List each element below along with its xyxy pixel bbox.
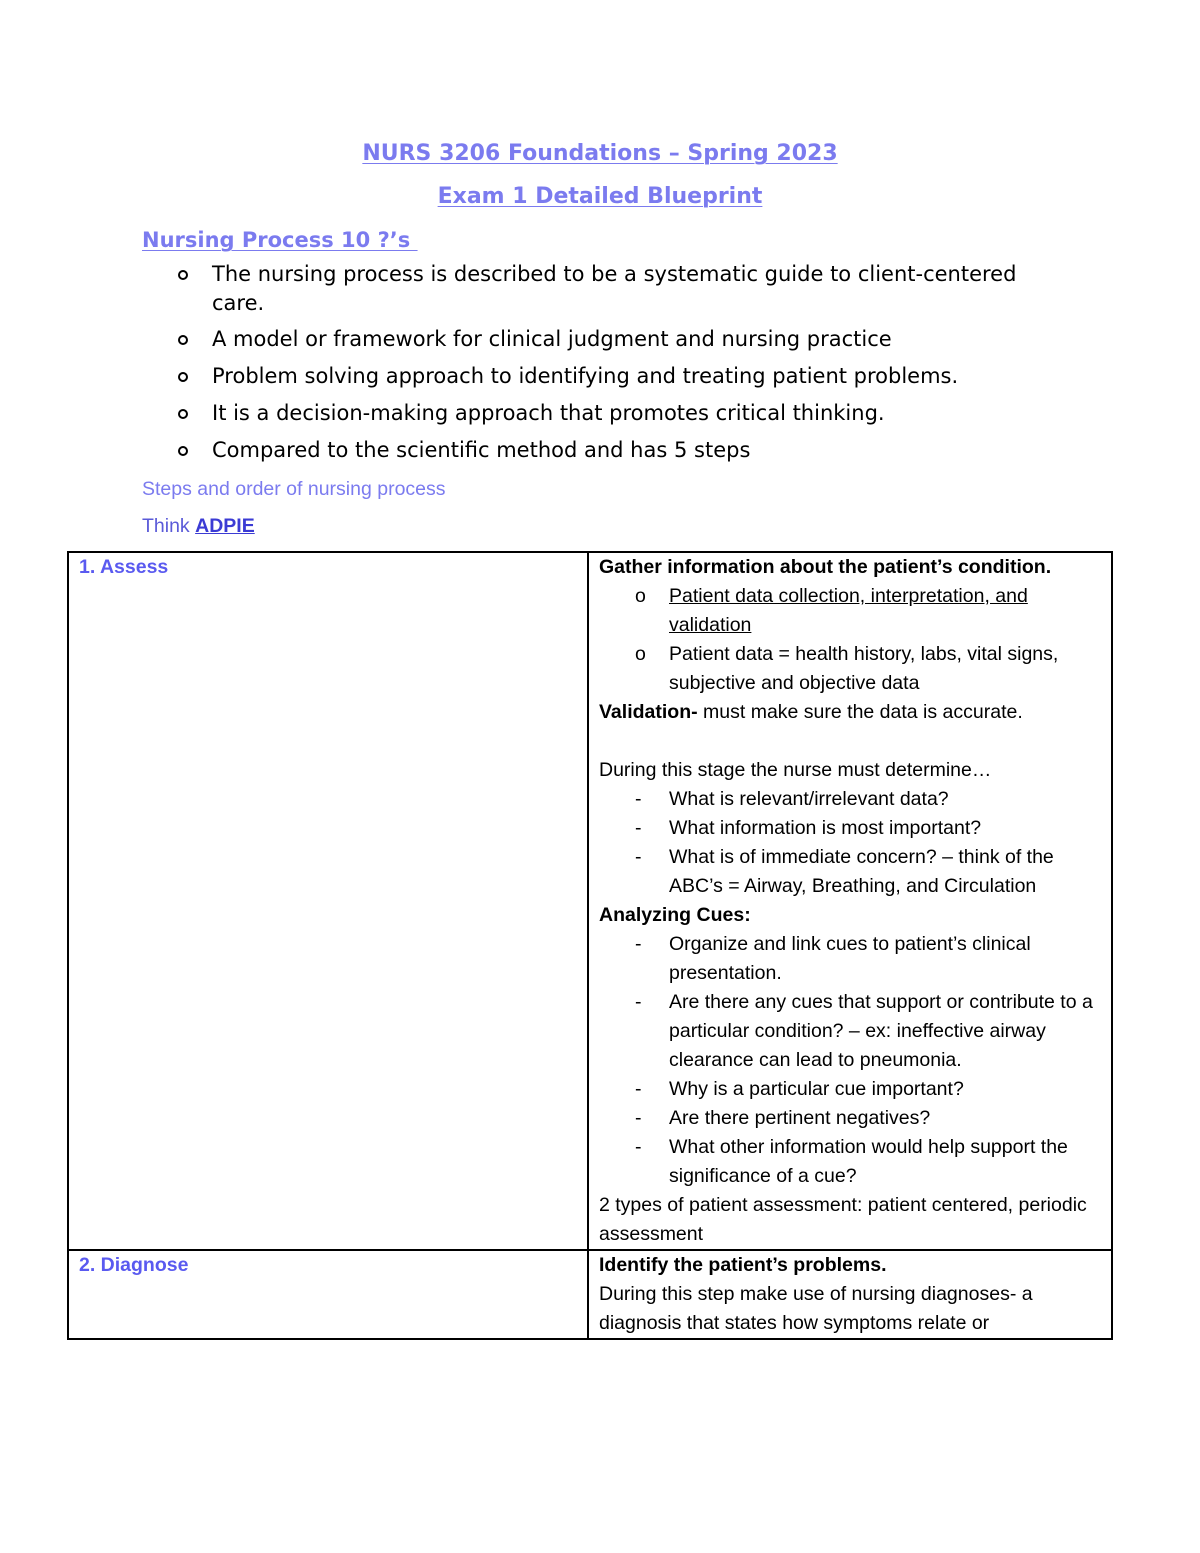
list-item: [176, 362, 1056, 391]
circle-bullet-icon: [178, 372, 188, 382]
nursing-process-bullets: [176, 260, 1056, 473]
blueprint-table: [67, 551, 1113, 1340]
dash-bullet-icon: -: [635, 1107, 642, 1129]
o-list: [599, 582, 1101, 698]
list-item-text: What is relevant/irrelevant data?: [669, 788, 949, 810]
step-intro: Gather information about the patient’s condition.: [599, 556, 1052, 578]
step-cell: [68, 1250, 588, 1339]
dash-bullet-icon: -: [635, 1136, 642, 1158]
table-row: [68, 552, 1112, 1250]
dash-bullet-icon: -: [635, 846, 642, 868]
circle-bullet-icon: [178, 270, 188, 280]
list-item: [635, 1133, 1101, 1191]
dash-bullet-icon: -: [635, 1078, 642, 1100]
step-intro: Identify the patient’s problems.: [599, 1254, 887, 1276]
validation-text: must make sure the data is accurate.: [697, 701, 1023, 723]
dash-bullet-icon: -: [635, 933, 642, 955]
dash-bullet-icon: -: [635, 817, 642, 839]
think-line: [142, 515, 255, 538]
dash-bullet-icon: -: [635, 788, 642, 810]
description-cell: [588, 1250, 1112, 1339]
list-item: [635, 930, 1101, 988]
list-item: [176, 260, 1056, 318]
list-item-text: What is of immediate concern? – think of the ABC’s = Airway, Breathing, and Circulation: [669, 846, 1054, 897]
list-item-text: Why is a particular cue important?: [669, 1078, 964, 1100]
o-bullet-icon: o: [635, 643, 646, 665]
list-item: [176, 325, 1056, 354]
list-item: [635, 843, 1101, 901]
bullet-text: Problem solving approach to identifying and treating patient problems.: [212, 364, 959, 388]
list-item: [635, 1104, 1101, 1133]
table-row: [68, 1250, 1112, 1339]
analyzing-list: [599, 930, 1101, 1191]
nursing-process-heading: Nursing Process 10 ?’s: [142, 228, 418, 252]
adpie-acronym: ADPIE: [195, 515, 255, 537]
determine-list: [599, 785, 1101, 901]
spacer: [599, 727, 1101, 756]
list-item-text: What other information would help support the significance of a cue?: [669, 1136, 1068, 1187]
list-item-text: Are there any cues that support or contribute to a particular condition? – ex: ineffective airway clearance can lead to pneumonia.: [669, 991, 1093, 1071]
list-item: [635, 785, 1101, 814]
course-title: NURS 3206 Foundations – Spring 2023: [362, 141, 838, 166]
list-item: [176, 399, 1056, 428]
list-item-text: What information is most important?: [669, 817, 982, 839]
exam-title: Exam 1 Detailed Blueprint: [437, 184, 763, 209]
list-item: [635, 640, 1101, 698]
step-label: 2. Diagnose: [79, 1254, 189, 1276]
list-item-text: Patient data collection, interpretation, and validation: [669, 585, 1028, 636]
bullet-text: Compared to the scientific method and has 5 steps: [212, 438, 751, 462]
bullet-text: The nursing process is described to be a systematic guide to client-centered care.: [212, 262, 1017, 315]
step-body: During this step make use of nursing diagnoses- a diagnosis that states how symptoms relate or: [599, 1283, 1033, 1334]
list-item-text: Organize and link cues to patient’s clinical presentation.: [669, 933, 1031, 984]
validation-line: [599, 698, 1101, 727]
step-cell: [68, 552, 588, 1250]
list-item-text: Patient data = health history, labs, vital signs, subjective and objective data: [669, 643, 1059, 694]
closing-text: 2 types of patient assessment: patient centered, periodic assessment: [599, 1194, 1087, 1245]
circle-bullet-icon: [178, 335, 188, 345]
steps-label: Steps and order of nursing process: [142, 478, 446, 500]
dash-bullet-icon: -: [635, 991, 642, 1013]
bullet-text: It is a decision-making approach that promotes critical thinking.: [212, 401, 885, 425]
think-prefix: Think: [142, 515, 196, 537]
bullet-text: A model or framework for clinical judgment and nursing practice: [212, 327, 892, 351]
list-item: [635, 582, 1101, 640]
list-item: [635, 1075, 1101, 1104]
step-label: 1. Assess: [79, 556, 169, 578]
validation-term: Validation-: [599, 701, 698, 723]
determine-intro: During this stage the nurse must determine…: [599, 759, 992, 781]
list-item: [635, 988, 1101, 1075]
list-item: [635, 814, 1101, 843]
list-item: [176, 436, 1056, 465]
circle-bullet-icon: [178, 409, 188, 419]
o-bullet-icon: o: [635, 585, 646, 607]
circle-bullet-icon: [178, 446, 188, 456]
description-cell: [588, 552, 1112, 1250]
list-item-text: Are there pertinent negatives?: [669, 1107, 931, 1129]
analyzing-heading: Analyzing Cues:: [599, 904, 751, 926]
